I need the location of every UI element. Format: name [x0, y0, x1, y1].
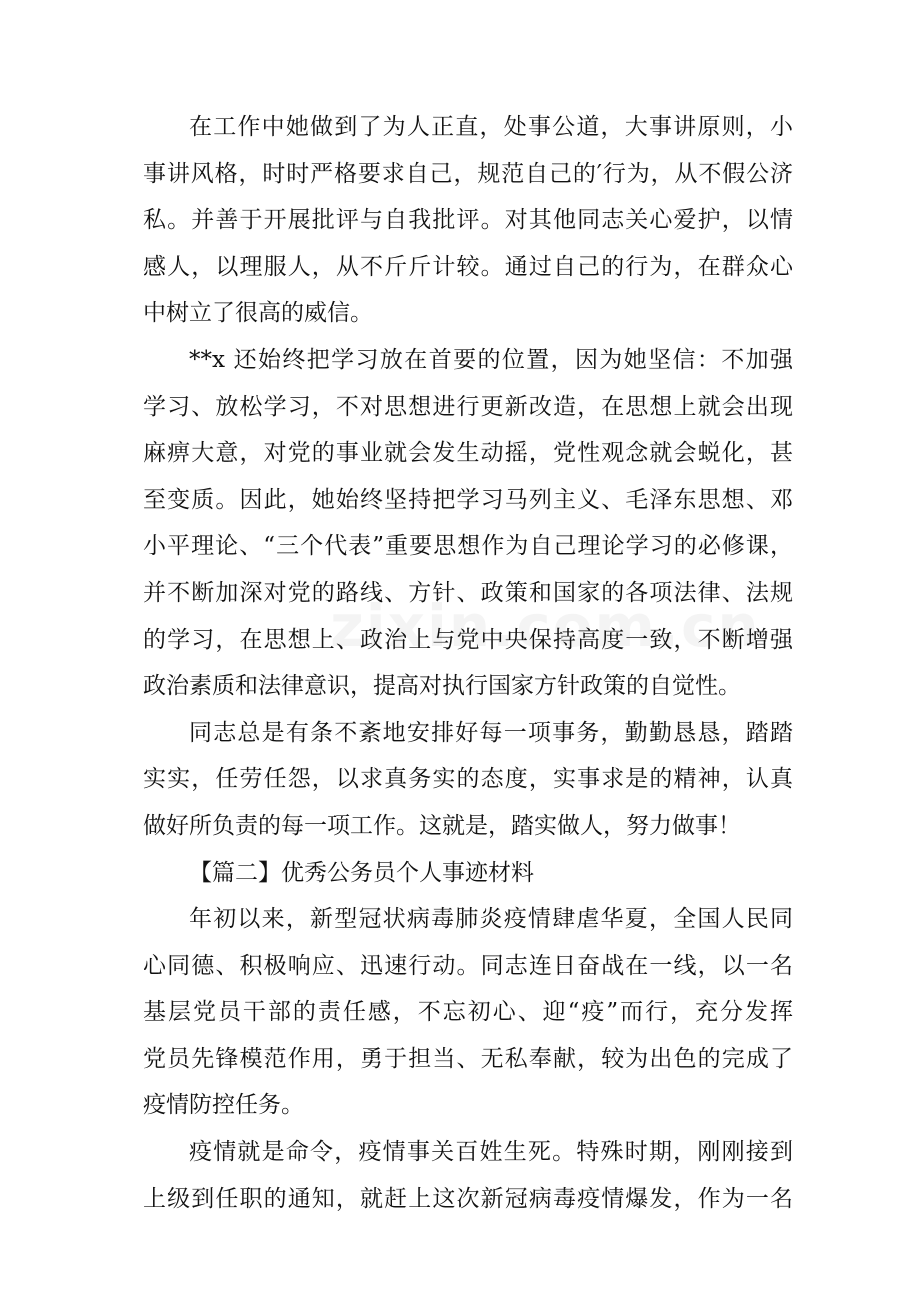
text-line: 党员先锋模范作用，勇于担当、无私奉献，较为出色的完成了	[143, 1045, 793, 1072]
text-line: 事讲风格，时时严格要求自己，规范自己的′行为，从不假公济	[143, 160, 793, 187]
text-line: 政治素质和法律意识，提高对执行国家方针政策的自觉性。	[143, 673, 741, 700]
text-line: 做好所负责的每一项工作。这就是，踏实做人，努力做事！	[143, 812, 741, 839]
text-line: 感人，以理服人，从不斤斤计较。通过自己的行为，在群众心	[143, 253, 793, 280]
text-line: 同志总是有条不紊地安排好每一项事务，勤勤恳恳，踏踏	[189, 719, 793, 746]
text-line: 的学习，在思想上、政治上与党中央保持高度一致，不断增强	[143, 626, 793, 653]
text-line: 疫情就是命令，疫情事关百姓生死。特殊时期，刚刚接到	[189, 1139, 793, 1166]
text-line: 上级到任职的通知，就赶上这次新冠病毒疫情爆发，作为一名	[143, 1185, 793, 1212]
text-line: 并不断加深对党的路线、方针、政策和国家的各项法律、法规	[143, 579, 793, 606]
text-line: 麻痹大意，对党的事业就会发生动摇，党性观念就会蜕化，甚	[143, 440, 793, 467]
text-line: 基层党员干部的责任感，不忘初心、迎“疫”而行，充分发挥	[143, 999, 793, 1026]
text-line: 小平理论、“三个代表”重要思想作为自己理论学习的必修课，	[143, 533, 793, 560]
text-line: 心同德、积极响应、迅速行动。同志连日奋战在一线，以一名	[143, 952, 793, 979]
document-body	[143, 104, 793, 1222]
text-line: 学习、放松学习，不对思想进行更新改造，在思想上就会出现	[143, 393, 793, 420]
text-line: 至变质。因此，她始终坚持把学习马列主义、毛泽东思想、邓	[143, 486, 793, 513]
text-line: 中树立了很高的威信。	[143, 300, 373, 327]
text-line: **x 还始终把学习放在首要的位置，因为她坚信：不加强	[189, 346, 793, 373]
text-line: 实实，任劳任怨，以求真务实的态度，实事求是的精神，认真	[143, 766, 793, 793]
text-line: 私。并善于开展批评与自我批评。对其他同志关心爱护，以情	[143, 207, 793, 234]
text-line: 年初以来，新型冠状病毒肺炎疫情肆虐华夏，全国人民同	[189, 906, 793, 933]
text-line: 疫情防控任务。	[143, 1092, 304, 1119]
text-line: 在工作中她做到了为人正直，处事公道，大事讲原则，小	[189, 114, 793, 140]
section-heading: 【篇二】优秀公务员个人事迹材料	[189, 859, 534, 886]
